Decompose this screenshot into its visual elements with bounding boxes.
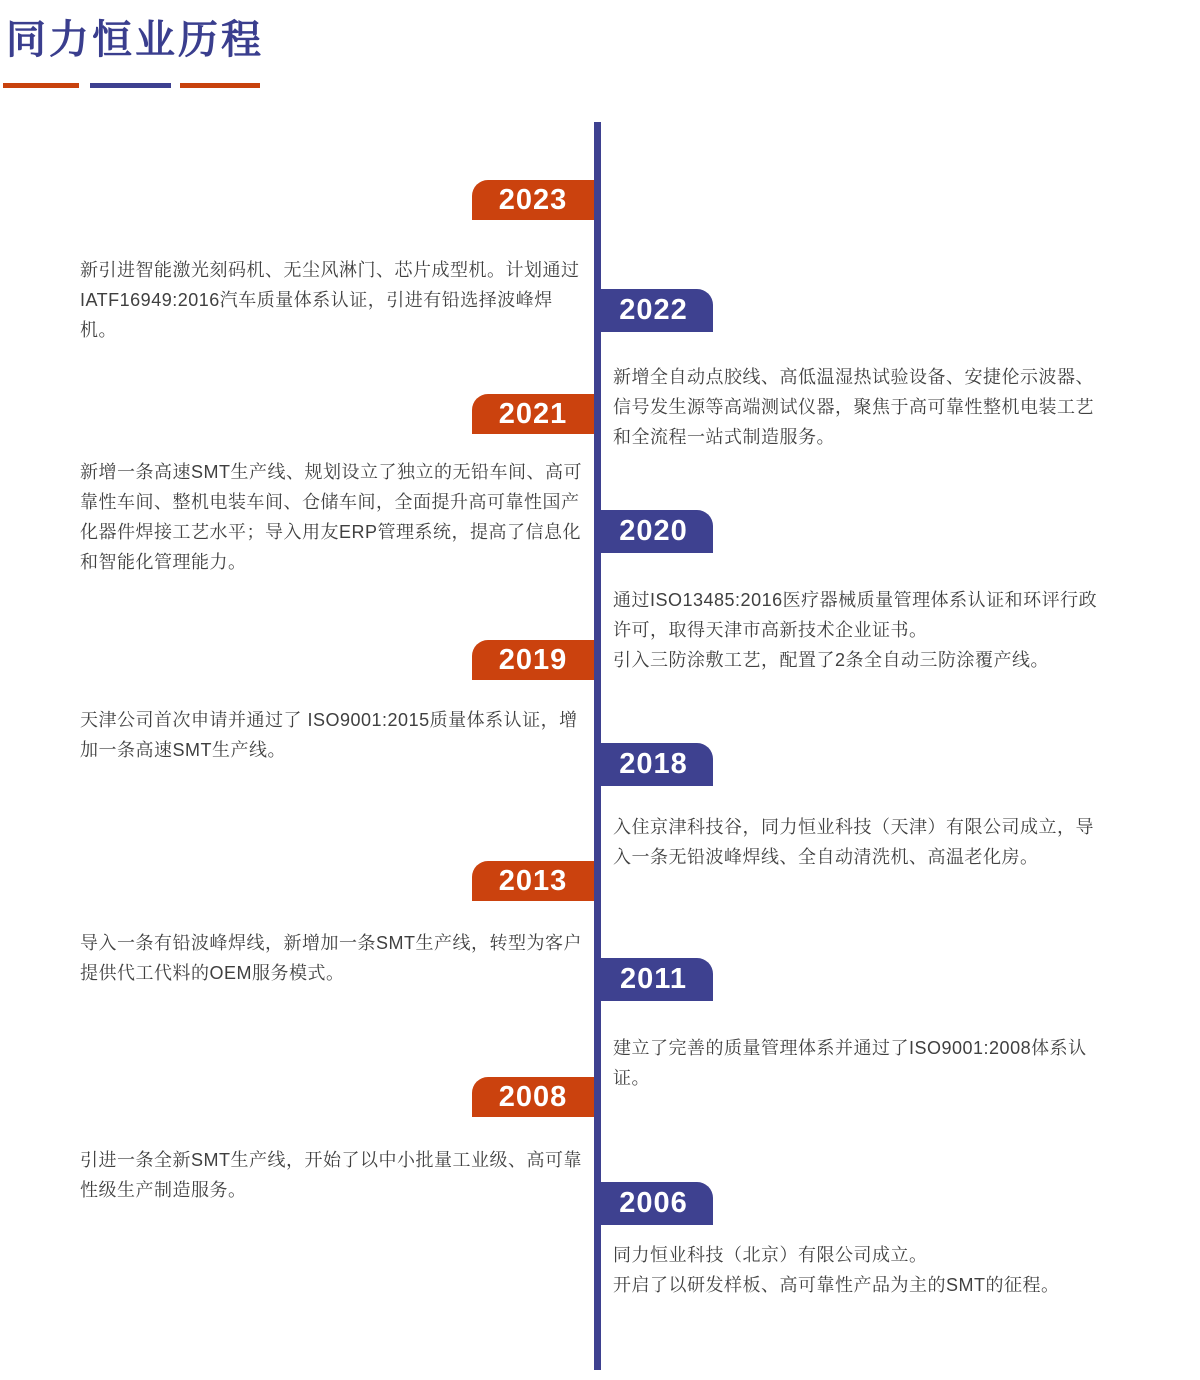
timeline-item-2008 [80, 1077, 594, 1205]
milestone-text: 新引进智能激光刻码机、无尘风淋门、芯片成型机。计划通过IATF16949:2016汽车质量体系认证，引进有铅选择波峰焊机。 [80, 260, 580, 340]
milestone-text: 导入一条有铅波峰焊线，新增加一条SMT生产线，转型为客户提供代工代料的OEM服务模式。 [80, 933, 582, 983]
year-badge: 2019 [472, 640, 594, 680]
page-title: 同力恒业历程 [6, 18, 264, 62]
milestone-text: 通过ISO13485:2016医疗器械质量管理体系认证和环评行政许可，取得天津市高新技术企业证书。 引入三防涂敷工艺，配置了2条全自动三防涂覆产线。 [613, 590, 1098, 670]
year-badge: 2011 [594, 958, 713, 1001]
year-badge: 2006 [594, 1182, 713, 1225]
timeline-item-2013 [80, 861, 594, 988]
milestone-text: 建立了完善的质量管理体系并通过了ISO9001:2008体系认证。 [613, 1038, 1087, 1088]
timeline-item-2021 [80, 394, 594, 577]
title-underline-bar-orange-right [180, 83, 260, 88]
timeline-item-2018 [594, 743, 1124, 872]
milestone-text: 新增全自动点胶线、高低温湿热试验设备、安捷伦示波器、信号发生源等高端测试仪器，聚焦于高可靠性整机电装工艺和全流程一站式制造服务。 [613, 367, 1094, 447]
timeline-item-2020 [594, 510, 1124, 675]
timeline-item-2023 [80, 180, 594, 345]
year-badge: 2013 [472, 861, 594, 901]
timeline-item-2006 [594, 1182, 1124, 1300]
year-badge: 2021 [472, 394, 594, 434]
year-badge: 2008 [472, 1077, 594, 1117]
year-badge: 2018 [594, 743, 713, 786]
year-badge: 2023 [472, 180, 594, 220]
milestone-text: 引进一条全新SMT生产线，开始了以中小批量工业级、高可靠性级生产制造服务。 [80, 1150, 582, 1200]
milestone-text: 新增一条高速SMT生产线、规划设立了独立的无铅车间、高可靠性车间、整机电装车间、仓储车间，全面提升高可靠性国产化器件焊接工艺水平；导入用友ERP管理系统，提高了信息化和智能化管理能力。 [80, 462, 582, 572]
timeline-item-2011 [594, 958, 1124, 1093]
timeline-item-2022 [594, 289, 1124, 452]
timeline-item-2019 [80, 640, 594, 765]
title-underline-bar-orange-left [3, 83, 79, 88]
title-underline-bar-indigo [90, 83, 171, 88]
year-badge: 2022 [594, 289, 713, 332]
year-badge: 2020 [594, 510, 713, 553]
milestone-text: 天津公司首次申请并通过了 ISO9001:2015质量体系认证，增加一条高速SMT生产线。 [80, 710, 578, 760]
milestone-text: 入住京津科技谷，同力恒业科技（天津）有限公司成立，导入一条无铅波峰焊线、全自动清洗机、高温老化房。 [613, 817, 1094, 867]
milestone-text: 同力恒业科技（北京）有限公司成立。 开启了以研发样板、高可靠性产品为主的SMT的征程。 [613, 1245, 1060, 1295]
